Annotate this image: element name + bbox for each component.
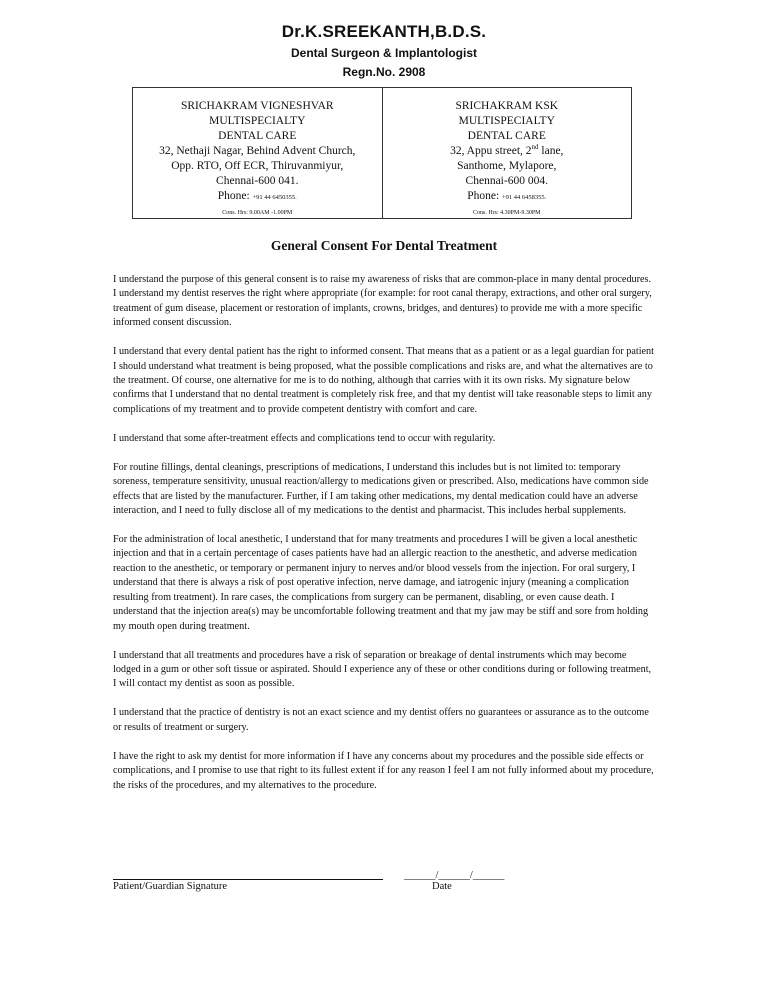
clinic-phone (133, 189, 382, 205)
address-superscript: nd (531, 143, 539, 152)
clinic-name-line: SRICHAKRAM VIGNESHVAR (180, 100, 334, 112)
clinic-vigneshvar (133, 88, 383, 218)
registration-number: Regn.No. 2908 (342, 65, 426, 79)
consent-paragraph: For routine fillings, dental cleanings, prescriptions of medications, I understand this includes but is not limited to: temporary soreness, temperature sensitivity, unusual reaction/allergy to medications given or prescribed. Also, medications have common side effects that are listed by the manufacturer. Further, if I am taking other medications, my dental medication could have an adverse interaction, and I need to fully disclose all of my medications to the dentist and pharmacist. This includes herbal supplements. (113, 461, 649, 517)
date-field[interactable]: ______/______/______ (404, 870, 505, 881)
clinic-name-line: MULTISPECIALTY (458, 115, 555, 127)
clinic-ksk (383, 88, 632, 218)
clinic-name-line: MULTISPECIALTY (209, 115, 306, 127)
consultation-hours: Cons. Hrs: 9.00AM -1.00PM (222, 210, 293, 216)
doctor-specialty: Dental Surgeon & Implantologist (290, 46, 477, 60)
phone-label: Phone: (467, 190, 500, 202)
clinic-address-line: Chennai-600 004. (465, 175, 548, 187)
consultation-hours: Cons. Hrs: 4.30PM-9.30PM (472, 210, 541, 216)
doctor-name: Dr.K.SREEKANTH,B.D.S. (281, 22, 487, 41)
signature-label: Patient/Guardian Signature (113, 881, 228, 892)
date-label: Date (432, 881, 452, 892)
phone-number: +91 44 6458355. (502, 194, 547, 201)
address-part: 32, Appu street, 2 (450, 145, 532, 157)
clinic-name-line: DENTAL CARE (467, 130, 546, 142)
consent-paragraph: I have the right to ask my dentist for more information if I have any concerns about my procedures and the possible side effects or complications, and I promise to use that right to its fullest extent if for any reason I feel I am not fully informed about my procedure, the risks of the procedures, and my alternatives to the procedure. (113, 750, 654, 791)
phone-label: Phone: (217, 190, 250, 202)
clinic-name-line: DENTAL CARE (218, 130, 297, 142)
clinic-name-line: SRICHAKRAM KSK (455, 100, 559, 112)
phone-number: +91 44 6450355. (252, 194, 297, 201)
consent-paragraph: I understand that every dental patient has the right to informed consent. That means that as a patient or as a legal guardian for patient I should understand what treatment is being proposed, what the possible complications and risks are, and what the alternatives are to the treatment. Of course, one alternative for me is to do nothing, although that carries with it its own risks. My signature below confirms that I understand that no dental treatment is completely risk free, and that my dentist will take reasonable steps to limit any complications of my treatment and to provide competent dentistry with comfort and care. (113, 346, 654, 415)
consent-paragraph: I understand the purpose of this general consent is to raise my awareness of risks that are common-place in many dental procedures. I understand my dentist reserves the right where appropriate (for example: for root canal therapy, extractions, and other oral surgery, treatment of gum disease, placement or restoration of implants, crowns, bridges, and dentures) to provide me with a more specific informed consent discussion. (113, 274, 652, 329)
clinic-address-box (132, 87, 632, 219)
clinic-address-line: 32, Nethaji Nagar, Behind Advent Church, (159, 145, 356, 157)
clinic-address-line: Opp. RTO, Off ECR, Thiruvanmiyur, (171, 160, 344, 172)
consent-body (113, 273, 655, 808)
clinic-address-line (383, 144, 632, 159)
clinic-address-line: Santhome, Mylapore, (457, 160, 557, 172)
address-part: lane, (538, 145, 564, 157)
clinic-phone (383, 189, 632, 205)
consent-paragraph: For the administration of local anesthetic, I understand that for many treatments and procedures I will be given a local anesthetic injection and that in a certain percentage of cases patients have had an allergic reaction to the anesthetic, and adverse medication reaction to the anesthetic, or temporary or permanent injury to nerves and/or blood vessels from the injection. For oral surgery, I understand that there is always a risk of post operative infection, nerve damage, and iatrogenic injury (meaning a complication resulting from treatment). In rare cases, the complications from surgery can be permanent, disabling, or even cause death. I understand that the injection area(s) may be uncomfortable following treatment and that my jaw may be stiff and sore from holding my mouth open during treatment. (113, 534, 649, 632)
consent-paragraph: I understand that all treatments and procedures have a risk of separation or breakage of dental instruments which may become lodged in a gum or other soft tissue or aspirated. Should I experience any of these or other conditions during or following treatment, I will contact my dentist as soon as possible. (113, 649, 652, 690)
document-title: General Consent For Dental Treatment (270, 238, 498, 253)
consent-paragraph: I understand that some after-treatment effects and complications tend to occur with regularity. (113, 432, 496, 444)
signature-line[interactable] (113, 879, 383, 880)
consent-paragraph: I understand that the practice of dentistry is not an exact science and my dentist offers no guarantees or assurance as to the outcome or results of treatment or surgery. (113, 707, 649, 733)
clinic-address-line: Chennai-600 041. (216, 175, 299, 187)
